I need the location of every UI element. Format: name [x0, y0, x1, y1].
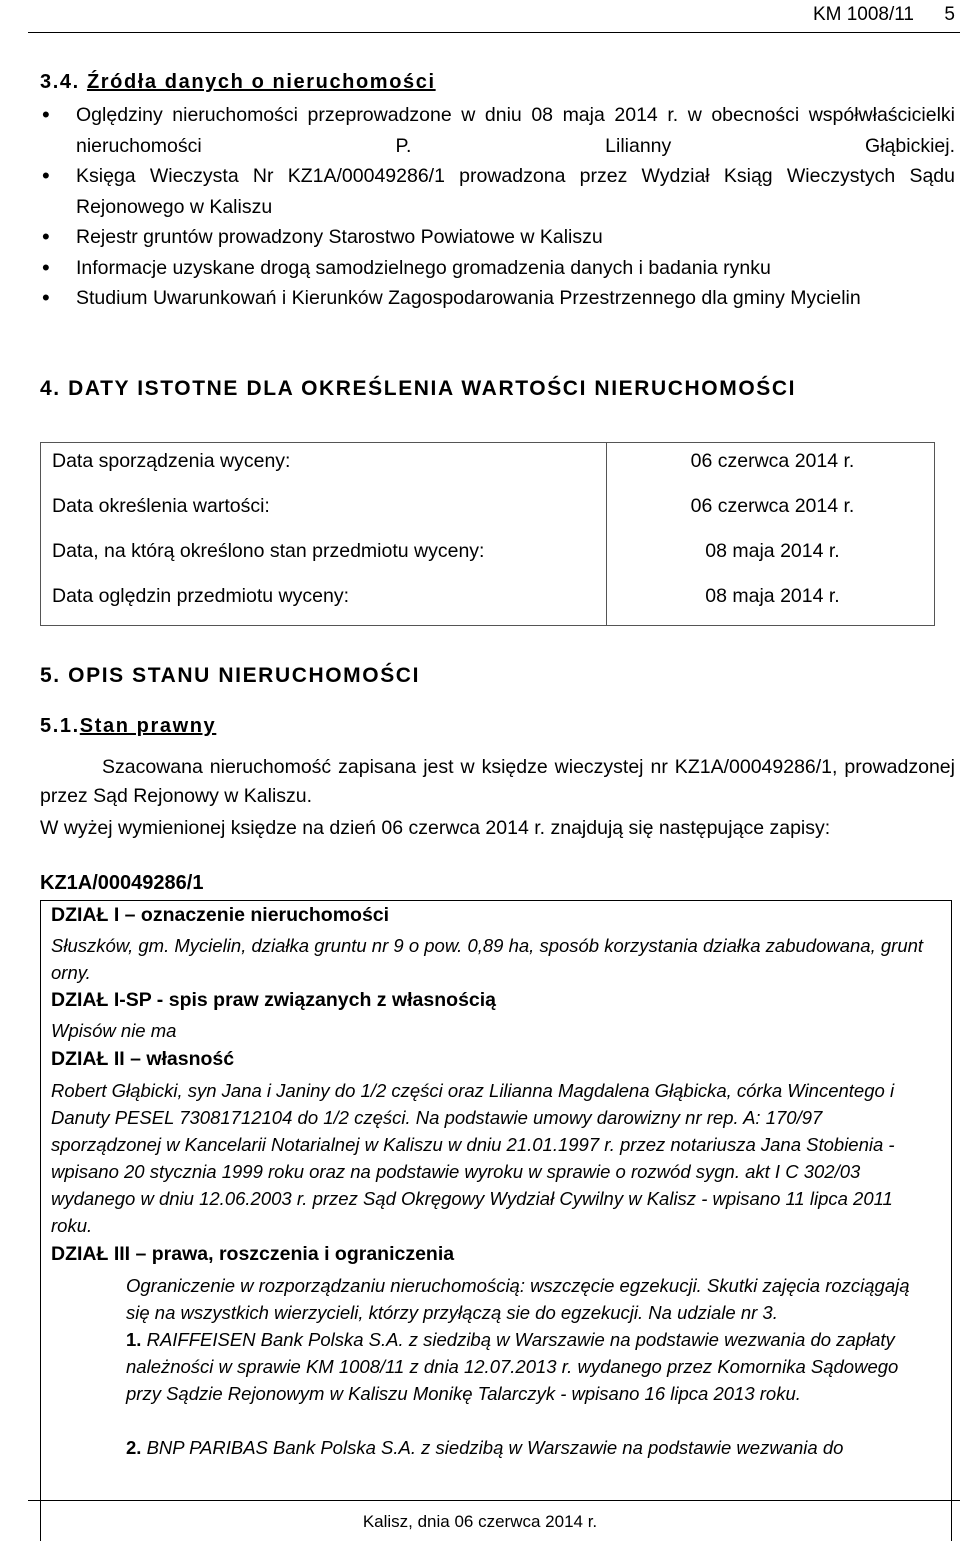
table-row	[41, 578, 934, 623]
section-3-4-number: 3.4.	[40, 71, 80, 93]
date-label: Data oględzin przedmiotu wyceny:	[52, 585, 349, 607]
dzial-2-title: DZIAŁ II – własność	[51, 1048, 235, 1070]
date-label: Data sporządzenia wyceny:	[52, 450, 291, 472]
section-4-heading: 4. DATY ISTOTNE DLA OKREŚLENIA WARTOŚCI NIERUCHOMOŚCI	[40, 377, 797, 400]
table-row	[41, 488, 934, 533]
date-value: 06 czerwca 2014 r.	[690, 450, 855, 472]
land-register-box	[40, 900, 952, 1541]
dzial-1sp-title: DZIAŁ I-SP - spis praw związanych z własnością	[51, 989, 497, 1011]
date-value: 08 maja 2014 r.	[705, 585, 840, 607]
section-5-1-number: 5.1.	[40, 715, 80, 737]
dzial-1-text: Słuszków, gm. Mycielin, działka gruntu nr 9 o pow. 0,89 ha, sposób korzystania działka zabudowana, grunt orny.	[51, 935, 924, 983]
section-5-heading: 5. OPIS STANU NIERUCHOMOŚCI	[40, 664, 421, 687]
section-5-1-title: Stan prawny	[79, 715, 217, 737]
list-item: • Studium Uwarunkowań i Kierunków Zagospodarowania Przestrzennego dla gminy Mycielin	[40, 283, 955, 314]
entries-intro-paragraph: W wyżej wymienionej księdze na dzień 06 czerwca 2014 r. znajdują się następujące zapisy:	[40, 817, 831, 839]
date-label: Data, na którą określono stan przedmiotu wyceny:	[52, 540, 485, 562]
dzial-3-title: DZIAŁ III – prawa, roszczenia i ograniczenia	[51, 1243, 455, 1265]
table-row	[41, 443, 934, 488]
dzial-3-intro: Ograniczenie w rozporządzaniu nieruchomością: wszczęcie egzekucji. Skutki zajęcia rozciągają się na wszystkich wierzycieli, którzy przyłączą sie do egzekucji. Na udziale nr 3.	[126, 1275, 910, 1323]
list-item: • Rejestr gruntów prowadzony Starostwo Powiatowe w Kaliszu	[40, 222, 955, 253]
list-item: • Oględziny nieruchomości przeprowadzone w dniu 08 maja 2014 r. w obecności współwłaścicielki nieruchomości P. Lilianny Głąbickiej.	[40, 100, 955, 161]
dates-table	[40, 442, 935, 626]
date-label: Data określenia wartości:	[52, 495, 270, 517]
land-register-number: KZ1A/00049286/1	[40, 872, 204, 894]
list-item: • Księga Wieczysta Nr KZ1A/00049286/1 prowadzona przez Wydział Ksiąg Wieczystych Sądu Rejonowego w Kaliszu	[40, 161, 955, 222]
section-5-1-heading	[40, 715, 216, 738]
entry-number: 2.	[126, 1437, 142, 1458]
data-sources-list	[40, 100, 955, 314]
dzial-3-entry	[126, 1326, 936, 1407]
dzial-3-entry	[126, 1434, 936, 1461]
section-3-4-heading	[40, 71, 436, 94]
page-header	[0, 2, 960, 32]
section-3-4-title: Źródła danych o nieruchomości	[86, 71, 436, 93]
footer-place-date: Kalisz, dnia 06 czerwca 2014 r.	[362, 1512, 598, 1531]
footer-rule	[28, 1500, 960, 1501]
entry-text: BNP PARIBAS Bank Polska S.A. z siedzibą w Warszawie na podstawie wezwania do	[146, 1437, 844, 1458]
entry-number: 1.	[126, 1329, 142, 1350]
dzial-1sp-text: Wpisów nie ma	[51, 1020, 177, 1041]
table-row	[41, 533, 934, 578]
date-value: 08 maja 2014 r.	[705, 540, 840, 562]
page-number: 5	[944, 4, 955, 25]
entry-text: RAIFFEISEN Bank Polska S.A. z siedzibą w Warszawie na podstawie wezwania do zapłaty należności w sprawie KM 1008/11 z dnia 12.07.2013 r. wydanego przez Komornika Sądowego przy Sądzie Rejonowym w Kaliszu Monikę Talarczyk - wpisano 16 lipca 2013 roku.	[126, 1329, 899, 1404]
header-rule	[28, 32, 960, 33]
dzial-2-text: Robert Głąbicki, syn Jana i Janiny do 1/2 części oraz Lilianna Magdalena Głąbicka, córka Wincentego i Danuty PESEL 73081712104 do 1/2 części. Na podstawie umowy darowizny nr rep. A: 170/97 sporządzonej w Kancelarii Notarialnej w Kaliszu w dniu 21.01.1997 r. przez notariusza Jana Stobienia - wpisano 20 stycznia 1999 roku oraz na podstawie wyroku w sprawie o rozwód sygn. akt I C 302/03 wydanego w dniu 12.06.2003 r. przez Sąd Okręgowy Wydział Cywilny w Kalisz - wpisano 11 lipca 2011 roku.	[51, 1080, 895, 1236]
case-number: KM 1008/11	[812, 4, 914, 25]
legal-status-paragraph: Szacowana nieruchomość zapisana jest w księdze wieczystej nr KZ1A/00049286/1, prowadzonej przez Sąd Rejonowy w Kaliszu.	[40, 756, 955, 807]
list-item: • Informacje uzyskane drogą samodzielnego gromadzenia danych i badania rynku	[40, 253, 955, 284]
date-value: 06 czerwca 2014 r.	[690, 495, 855, 517]
dzial-1-title: DZIAŁ I – oznaczenie nieruchomości	[51, 904, 390, 926]
